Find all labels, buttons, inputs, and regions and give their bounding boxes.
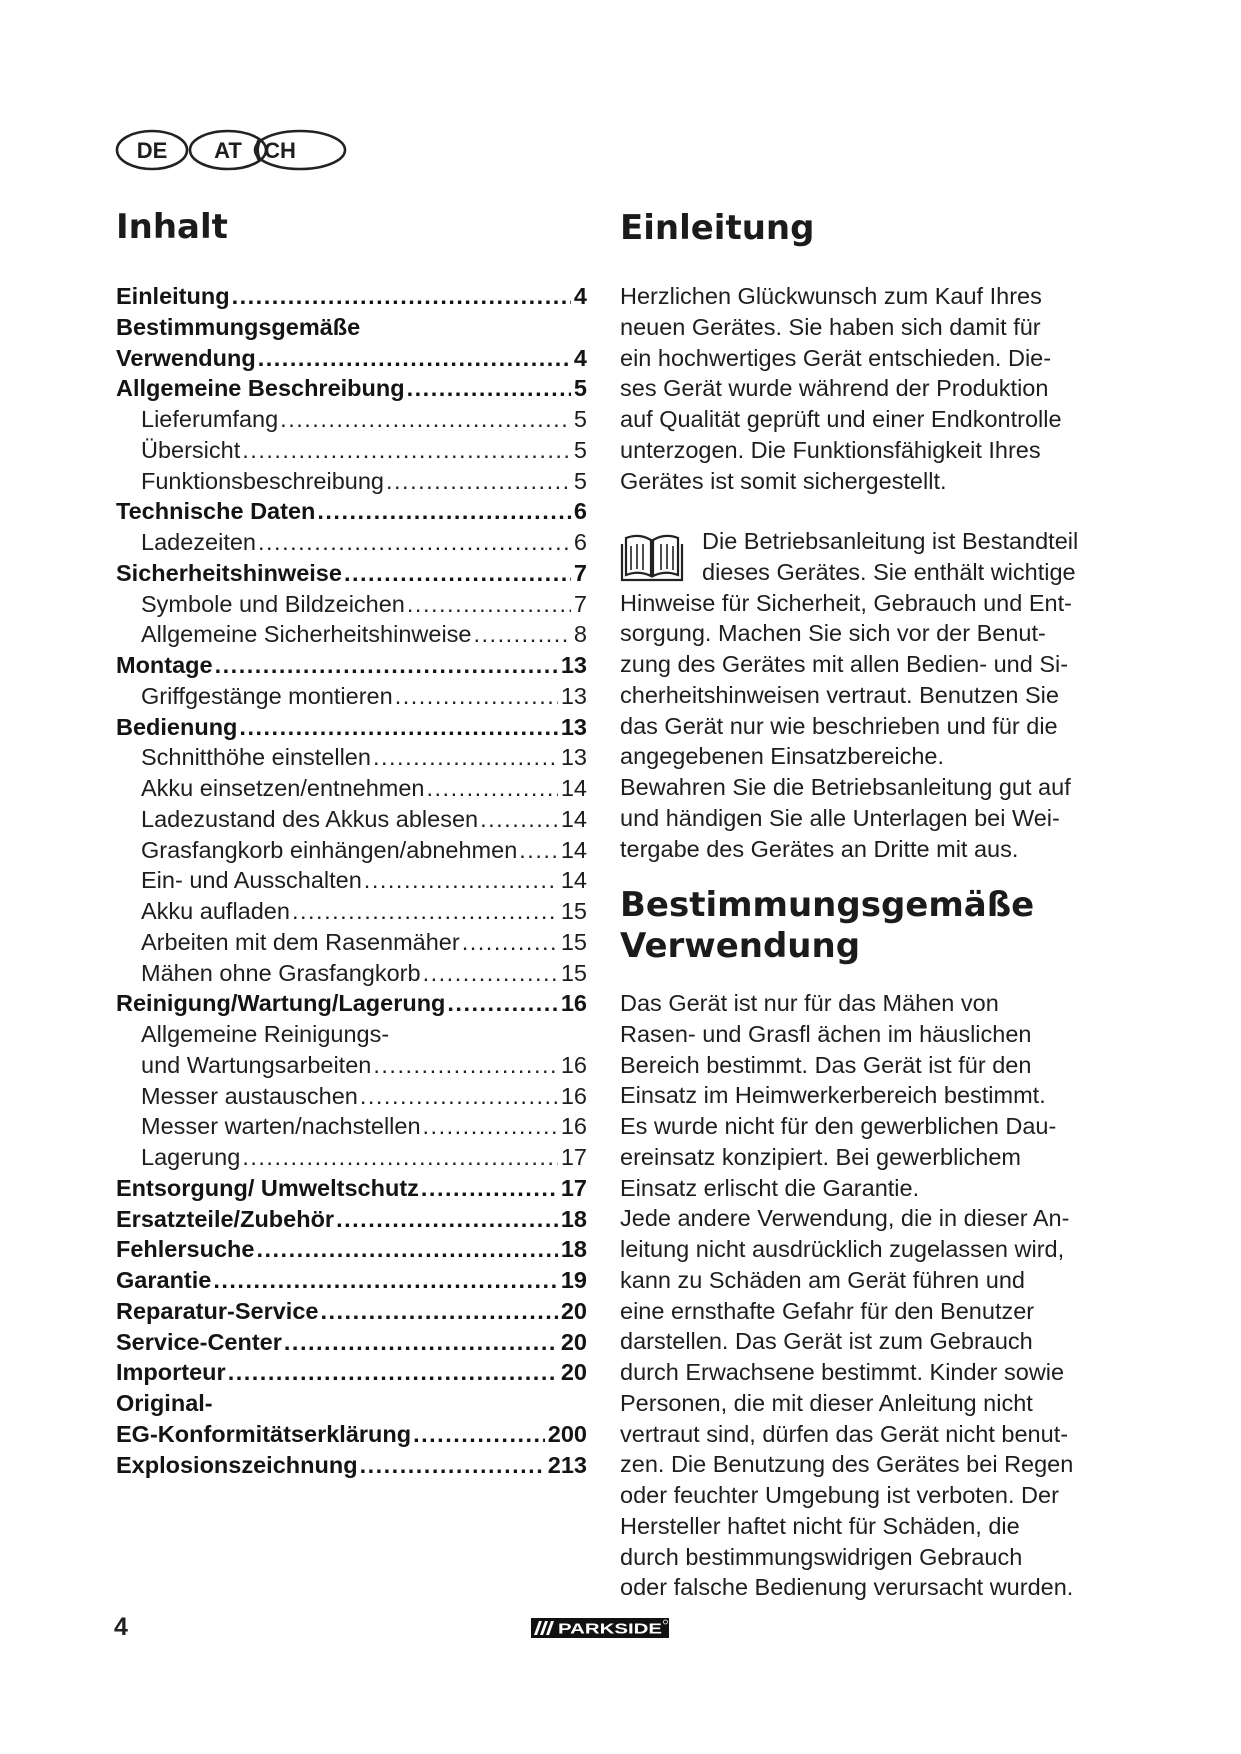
toc-entry-label: Original- [116, 1390, 213, 1416]
toc-subentry [116, 527, 587, 558]
text-line: neuen Gerätes. Sie haben sich damit für [620, 313, 1041, 340]
toc-entry-page: 19 [560, 1267, 587, 1293]
toc-leader [292, 896, 558, 927]
intro-paragraph-2 [620, 526, 1120, 864]
toc-entry-label: Schnitthöhe einstellen [141, 744, 371, 771]
toc-entry-page: 20 [560, 1359, 587, 1386]
toc-subentry [116, 1081, 587, 1112]
toc-entry-label: Messer warten/nachstellen [141, 1113, 421, 1140]
toc-entry [116, 312, 587, 343]
toc-subentry [116, 804, 587, 835]
toc-leader [413, 1419, 545, 1450]
toc-entry-page: 13 [560, 682, 587, 709]
table-of-contents [116, 281, 587, 1480]
text-line: Gerätes ist somit sichergestellt. [620, 467, 947, 494]
toc-entry-page: 17 [560, 1144, 587, 1170]
toc-entry-label: Allgemeine Beschreibung [116, 375, 405, 402]
toc-entry [116, 281, 587, 312]
toc-entry-label: Technische Daten [116, 498, 316, 525]
toc-entry [116, 1357, 587, 1388]
text-line: Es wurde nicht für den gewerblichen Dau- [620, 1113, 1057, 1139]
toc-entry [116, 558, 587, 589]
toc-leader [258, 343, 571, 374]
text-line: dieses Gerätes. Sie enthält wichtige [702, 558, 1076, 585]
toc-entry [116, 1327, 587, 1358]
toc-entry-label: Importeur [116, 1359, 226, 1386]
toc-entry-page: 14 [560, 836, 587, 863]
text-line: Einsatz im Heimwerkerbereich bestimmt. [620, 1082, 1046, 1109]
text-line: Jede andere Verwendung, die in dieser An- [620, 1205, 1070, 1232]
toc-entry [116, 1419, 587, 1450]
toc-subentry [116, 619, 587, 650]
intended-use-paragraph [620, 988, 1120, 1603]
toc-subentry [116, 1019, 587, 1050]
toc-leader [423, 958, 558, 989]
toc-entry-label: Allgemeine Reinigungs- [141, 1021, 390, 1047]
toc-leader [519, 835, 558, 866]
language-badges [114, 127, 350, 173]
toc-entry-page: 4 [573, 344, 587, 371]
toc-subentry [116, 589, 587, 620]
toc-entry-page: 200 [547, 1420, 587, 1447]
toc-entry-label: Fehlersuche [116, 1236, 255, 1263]
toc-entry-page: 14 [560, 867, 587, 894]
toc-leader [317, 496, 571, 527]
toc-entry-label: Lagerung [141, 1144, 241, 1170]
logo-text: PARKSIDE [558, 1620, 662, 1638]
toc-entry-page: 16 [560, 1113, 587, 1140]
toc-entry-page: 213 [547, 1451, 587, 1478]
text-line: durch Erwachsene bestimmt. Kinder sowie [620, 1359, 1065, 1385]
toc-subentry [116, 404, 587, 435]
toc-entry-label: EG-Konformitätserklärung [116, 1420, 412, 1447]
parkside-logo [531, 1618, 669, 1638]
toc-leader [320, 1296, 557, 1327]
text-line: Die Betriebsanleitung ist Bestandteil [702, 528, 1079, 554]
toc-entry [116, 1450, 587, 1481]
toc-entry-label: Bestimmungsgemäße [116, 313, 361, 340]
text-line: zung des Gerätes mit allen Bedien- und Si- [620, 651, 1069, 677]
toc-entry-label: Akku einsetzen/entnehmen [141, 775, 425, 801]
toc-entry-page: 6 [573, 529, 587, 555]
intended-use-title-line: Verwendung [620, 926, 861, 966]
toc-leader [280, 404, 571, 435]
toc-subentry [116, 1050, 587, 1081]
text-line: Hersteller haftet nicht für Schäden, die [620, 1512, 1020, 1539]
text-line: auf Qualität geprüft und einer Endkontrolle [620, 406, 1062, 432]
toc-leader [395, 681, 558, 712]
toc-entry-page: 18 [560, 1205, 587, 1232]
toc-leader [242, 435, 571, 466]
toc-entry-label: Arbeiten mit dem Rasenmäher [141, 928, 460, 955]
text-line: sorgung. Machen Sie sich vor der Benut- [620, 620, 1046, 647]
toc-entry-label: Service-Center [116, 1328, 282, 1355]
toc-leader [373, 742, 558, 773]
toc-entry-page: 15 [560, 928, 587, 955]
intro-title: Einleitung [620, 208, 815, 248]
text-line: oder feuchter Umgebung ist verboten. Der [620, 1482, 1059, 1508]
toc-subentry [116, 742, 587, 773]
text-line: tergabe des Gerätes an Dritte mit aus. [620, 835, 1019, 862]
text-line: Einsatz erlischt die Garantie. [620, 1174, 920, 1201]
toc-leader [360, 1081, 558, 1112]
text-line: Herzlichen Glückwunsch zum Kauf Ihres [620, 283, 1042, 309]
toc-entry-label: Reinigung/Wartung/Lagerung [116, 990, 446, 1017]
text-line: Rasen- und Grasfl ächen im häuslichen [620, 1020, 1032, 1047]
toc-entry [116, 1388, 587, 1419]
toc-leader [284, 1327, 558, 1358]
toc-leader [256, 1234, 557, 1265]
toc-entry-label: Verwendung [116, 344, 256, 371]
toc-subentry [116, 958, 587, 989]
toc-leader [232, 281, 571, 312]
toc-entry [116, 988, 587, 1019]
toc-leader [364, 865, 558, 896]
toc-entry-label: Einleitung [116, 283, 230, 309]
badge-ch [255, 131, 345, 169]
toc-entry-label: Übersicht [141, 436, 241, 463]
toc-entry-page: 16 [560, 1082, 587, 1109]
toc-entry-label: und Wartungsarbeiten [141, 1051, 372, 1078]
text-line: ein hochwertiges Gerät entschieden. Die- [620, 344, 1052, 371]
toc-entry-page: 14 [560, 805, 587, 832]
toc-entry-page: 8 [573, 621, 587, 648]
toc-subentry [116, 466, 587, 497]
toc-entry [116, 650, 587, 681]
toc-entry-page: 15 [560, 959, 587, 986]
toc-entry-page: 6 [573, 498, 587, 525]
toc-leader [407, 589, 571, 620]
intended-use-title [620, 885, 1034, 967]
toc-entry-label: Reparatur-Service [116, 1297, 319, 1324]
toc-leader [421, 1173, 558, 1204]
toc-entry-page: 18 [560, 1236, 587, 1263]
toc-leader [373, 1050, 558, 1081]
text-line: zen. Die Benutzung des Gerätes bei Regen [620, 1451, 1074, 1478]
toc-entry [116, 1173, 587, 1204]
toc-entry [116, 712, 587, 743]
toc-entry [116, 343, 587, 374]
toc-entry-label: Entsorgung/ Umweltschutz [116, 1174, 419, 1201]
toc-entry-page: 17 [560, 1174, 587, 1201]
toc-entry-label: Messer austauschen [141, 1082, 358, 1109]
toc-subentry [116, 896, 587, 927]
text-line: leitung nicht ausdrücklich zugelassen wird, [620, 1236, 1065, 1262]
toc-entry-page: 5 [573, 467, 587, 494]
toc-entry-page: 5 [573, 436, 587, 463]
toc-subentry [116, 1142, 587, 1173]
toc-entry-label: Lieferumfang [141, 406, 279, 432]
toc-subentry [116, 773, 587, 804]
text-line: cherheitshinweisen vertraut. Benutzen Sie [620, 681, 1059, 708]
page-number: 4 [114, 1613, 128, 1641]
toc-leader [407, 373, 571, 404]
toc-entry-page: 16 [560, 990, 587, 1017]
toc-entry-page: 13 [560, 713, 587, 740]
toc-entry-label: Grasfangkorb einhängen/abnehmen [141, 836, 518, 863]
toc-subentry [116, 435, 587, 466]
toc-entry-label: Sicherheitshinweise [116, 559, 342, 586]
toc-entry-page: 20 [560, 1297, 587, 1324]
text-line: das Gerät nur wie beschrieben und für die [620, 712, 1058, 739]
toc-leader [480, 804, 558, 835]
text-line: Personen, die mit dieser Anleitung nicht [620, 1389, 1033, 1416]
text-line: vertraut sind, dürfen das Gerät nicht benut- [620, 1420, 1069, 1447]
text-line: und händigen Sie alle Unterlagen bei Wei- [620, 804, 1060, 831]
toc-entry-page: 7 [573, 590, 587, 617]
toc-entry-label: Ladezeiten [141, 529, 256, 555]
toc-leader [386, 466, 571, 497]
toc-entry-label: Griffgestänge montieren [141, 682, 393, 709]
intended-use-title-line: Bestimmungsgemäße [620, 885, 1035, 925]
toc-entry-label: Akku aufladen [141, 898, 290, 924]
toc-entry-page: 14 [560, 775, 587, 801]
toc-entry [116, 1265, 587, 1296]
toc-leader [423, 1111, 558, 1142]
text-line: Das Gerät ist nur für das Mähen von [620, 990, 999, 1016]
toc-entry-page: 13 [560, 652, 587, 678]
toc-leader [213, 1265, 558, 1296]
toc-leader [447, 988, 557, 1019]
toc-entry [116, 496, 587, 527]
toc-leader [228, 1357, 558, 1388]
text-line: Bereich bestimmt. Das Gerät ist für den [620, 1051, 1032, 1078]
toc-entry-page: 7 [573, 559, 587, 586]
intro-paragraph-1 [620, 281, 1120, 496]
text-line: ereinsatz konzipiert. Bei gewerblichem [620, 1143, 1021, 1170]
text-line: Hinweise für Sicherheit, Gebrauch und Ent- [620, 589, 1072, 616]
text-line: unterzogen. Die Funktionsfähigkeit Ihres [620, 436, 1041, 463]
toc-leader [427, 773, 558, 804]
text-line: ses Gerät wurde während der Produktion [620, 375, 1049, 402]
text-line: angegebenen Einsatzbereiche. [620, 743, 945, 770]
toc-entry-label: Mähen ohne Grasfangkorb [141, 959, 421, 986]
toc-leader [336, 1204, 558, 1235]
toc-leader [473, 619, 570, 650]
toc-entry [116, 1204, 587, 1235]
toc-entry-label: Ladezustand des Akkus ablesen [141, 805, 479, 832]
toc-leader [360, 1450, 545, 1481]
toc-leader [239, 712, 557, 743]
badge-at-label: AT [214, 138, 242, 163]
text-line: durch bestimmungswidrigen Gebrauch [620, 1543, 1023, 1570]
toc-entry-label: Explosionszeichnung [116, 1451, 358, 1478]
toc-entry-label: Ersatzteile/Zubehör [116, 1205, 335, 1232]
toc-entry-page: 20 [560, 1328, 587, 1355]
toc-entry-page: 4 [573, 283, 587, 309]
toc-entry-page: 13 [560, 744, 587, 771]
toc-entry [116, 1234, 587, 1265]
toc-leader [344, 558, 571, 589]
toc-entry [116, 373, 587, 404]
toc-subentry [116, 681, 587, 712]
toc-subentry [116, 1111, 587, 1142]
toc-leader [462, 927, 558, 958]
toc-entry-label: Symbole und Bildzeichen [141, 590, 405, 617]
toc-entry-page: 15 [560, 898, 587, 924]
toc-entry-page: 5 [573, 406, 587, 432]
text-line: oder falsche Bedienung verursacht wurden. [620, 1574, 1074, 1601]
toc-leader [242, 1142, 558, 1173]
toc-entry-label: Garantie [116, 1267, 212, 1293]
toc-leader [258, 527, 571, 558]
toc-entry-label: Funktionsbeschreibung [141, 467, 384, 494]
text-line: Bewahren Sie die Betriebsanleitung gut auf [620, 774, 1071, 800]
toc-leader [215, 650, 558, 681]
toc-entry-label: Montage [116, 652, 213, 678]
toc-subentry [116, 865, 587, 896]
toc-entry-label: Bedienung [116, 713, 238, 740]
toc-entry-label: Ein- und Ausschalten [141, 867, 362, 894]
text-line: darstellen. Das Gerät ist zum Gebrauch [620, 1328, 1033, 1355]
text-line: eine ernsthafte Gefahr für den Benutzer [620, 1297, 1035, 1324]
toc-entry-label: Allgemeine Sicherheitshinweise [141, 621, 472, 648]
badge-ch-label: CH [264, 138, 296, 163]
toc-entry-page: 16 [560, 1051, 587, 1078]
badge-de [117, 131, 187, 169]
toc-subentry [116, 927, 587, 958]
toc-title: Inhalt [116, 207, 228, 247]
badge-de-label: DE [136, 138, 168, 163]
toc-subentry [116, 835, 587, 866]
toc-entry-page: 5 [573, 375, 587, 402]
toc-entry [116, 1296, 587, 1327]
text-line: kann zu Schäden am Gerät führen und [620, 1266, 1025, 1293]
